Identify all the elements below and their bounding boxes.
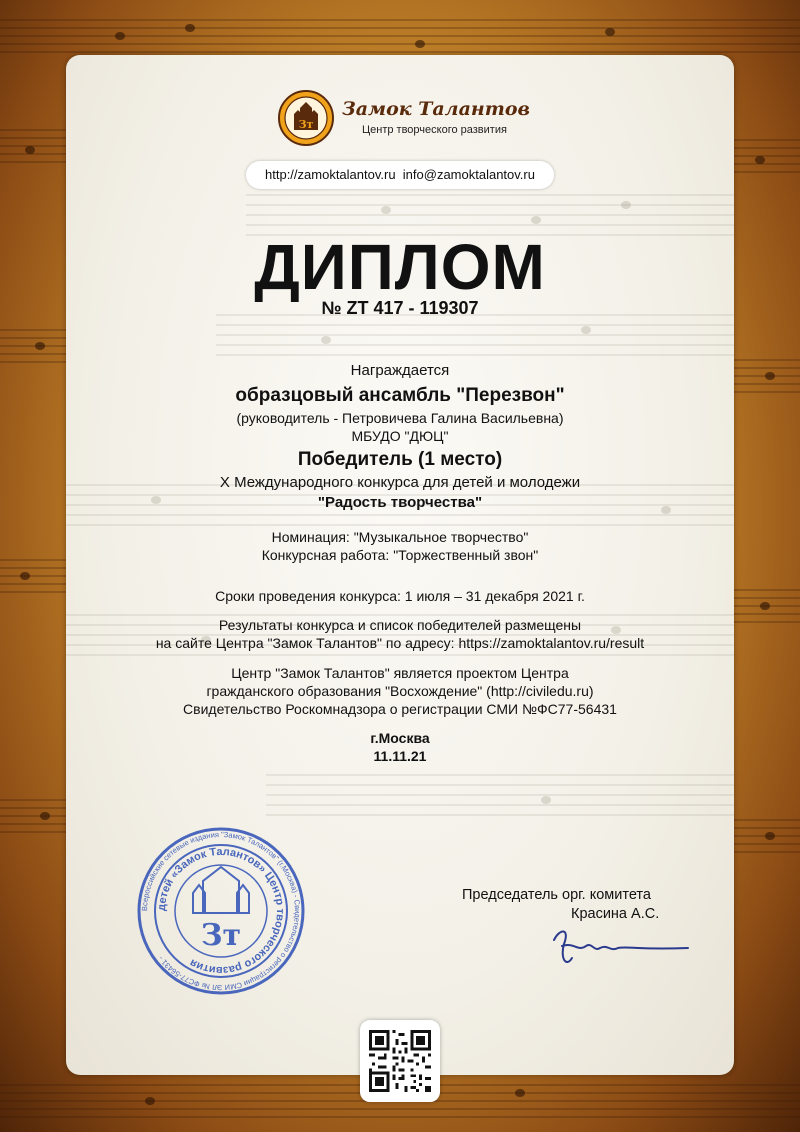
dates-line: Сроки проведения конкурса: 1 июля – 31 декабря 2021 г. bbox=[215, 588, 585, 604]
contacts-bar bbox=[246, 161, 554, 189]
logo-subtitle: Центр творческого развития bbox=[362, 124, 507, 136]
project-line-1: Центр "Замок Талантов" является проектом Центра bbox=[231, 665, 569, 681]
recipient-name: образцовый ансамбль "Перезвон" bbox=[235, 385, 565, 406]
project-line-3: Свидетельство Роскомнадзора о регистрации СМИ №ФС77-56431 bbox=[183, 701, 617, 717]
awarded-label: Награждается bbox=[350, 362, 450, 379]
logo bbox=[278, 90, 528, 150]
stamp-center-text: Зт bbox=[200, 918, 242, 953]
diploma-number: № ZT 417 - 119307 bbox=[321, 298, 479, 318]
handwritten-signature bbox=[548, 918, 698, 978]
qr-code-card[interactable] bbox=[360, 1020, 440, 1102]
work-line: Конкурсная работа: "Торжественный звон" bbox=[261, 547, 539, 563]
stamp-outer-text: Всероссийские сетевые издания "Замок Талантов" (г.Москва) - Свидетельство о регистрации СМИ ЭЛ № ФС77-56431 - bbox=[139, 829, 303, 993]
contest-line: X Международного конкурса для детей и молодежи bbox=[219, 474, 581, 491]
city-line: г.Москва bbox=[370, 730, 430, 746]
nomination-line: Номинация: "Музыкальное творчество" bbox=[271, 529, 529, 545]
diploma-title: ДИПЛОМ bbox=[254, 231, 546, 303]
results-line-1: Результаты конкурса и список победителей размещены bbox=[218, 617, 582, 633]
place-line: Победитель (1 место) bbox=[297, 449, 503, 470]
leader-line: (руководитель - Петровичева Галина Васильевна) bbox=[236, 410, 564, 426]
results-line-2: на сайте Центра "Замок Талантов" по адресу: https://zamoktalantov.ru/result bbox=[155, 635, 645, 651]
signatory-role: Председатель орг. комитета bbox=[462, 887, 651, 903]
organization-stamp bbox=[137, 827, 305, 995]
project-line-2: гражданского образования "Восхождение" (http://civiledu.ru) bbox=[206, 683, 594, 699]
castle-emblem-icon bbox=[278, 90, 334, 146]
stamp-inner-text: детей «Замок Талантов» Центр творческого развития bbox=[155, 845, 287, 977]
site-link[interactable]: http://zamoktalantov.ru bbox=[265, 167, 396, 182]
signatory-name: Красина А.С. bbox=[571, 906, 660, 922]
institution-line: МБУДО "ДЮЦ" bbox=[351, 428, 449, 444]
contest-name: "Радость творчества" bbox=[317, 494, 483, 511]
qr-code-icon bbox=[369, 1030, 431, 1092]
logo-title: Замок Талантов bbox=[342, 98, 530, 120]
date-line: 11.11.21 bbox=[373, 748, 427, 764]
email-link[interactable]: info@zamoktalantov.ru bbox=[402, 167, 535, 182]
emblem-text: Зт bbox=[298, 118, 314, 131]
